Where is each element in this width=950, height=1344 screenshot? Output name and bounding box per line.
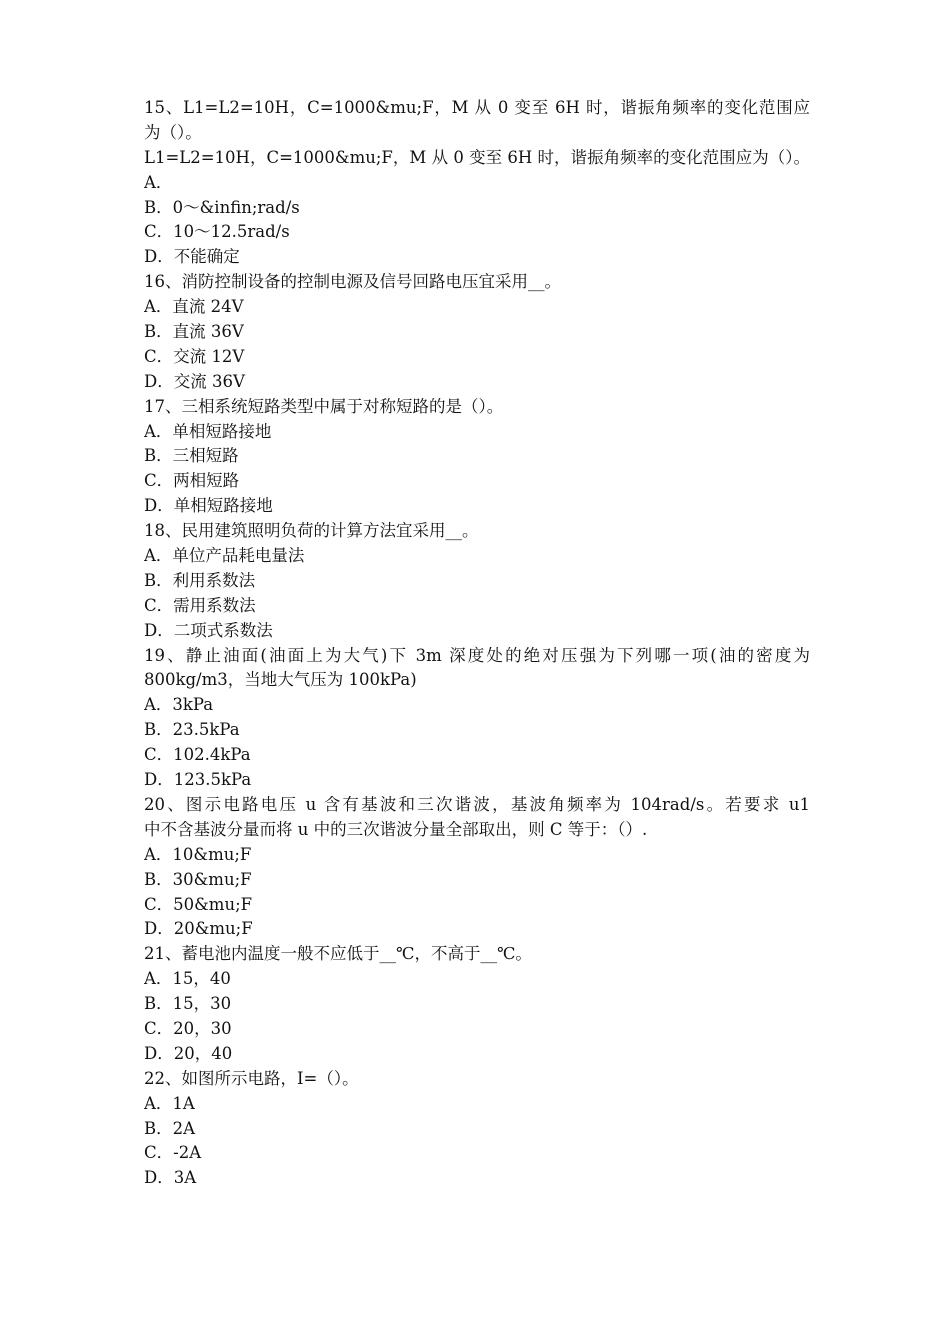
option-a: A．单相短路接地 [144,421,272,441]
document-page [144,96,810,1191]
question-text: 16、消防控制设备的控制电源及信号回路电压宜采用__。 [144,272,561,292]
question-21 [144,942,810,1066]
option-c: C．-2A [144,1143,202,1163]
option-c: C．10～12.5rad/s [144,222,290,242]
question-text: 21、蓄电池内温度一般不应低于__℃，不高于__℃。 [144,944,532,964]
question-text: 为（）。 [144,122,202,142]
option-a: A．直流 24V [144,297,244,317]
question-text: 15、L1=L2=10H，C=1000&mu;F，M 从 0 变至 6H 时，谐振角频率的变化范围应 [144,98,810,117]
option-d: D．3A [144,1168,197,1188]
question-17 [144,395,810,519]
question-text: 22、如图所示电路，I=（）。 [144,1068,359,1088]
question-text: 19、静止油面(油面上为大气)下 3m 深度处的绝对压强为下列哪一项(油的密度为 [144,645,810,665]
option-c: C．102.4kPa [144,745,251,765]
option-b: B．三相短路 [144,446,239,466]
question-text: 20、图示电路电压 u 含有基波和三次谐波，基波角频率为 104rad/s。若要求 u1 [144,794,810,814]
option-d: D．交流 36V [144,371,245,391]
option-d: D．20&mu;F [144,919,253,939]
option-d: D．123.5kPa [144,770,252,790]
option-c: C．两相短路 [144,471,240,491]
option-a: A．单位产品耗电量法 [144,546,305,566]
option-b: B．直流 36V [144,322,244,342]
question-22 [144,1067,810,1191]
option-d: D．不能确定 [144,247,240,267]
question-text: 中不含基波分量而将 u 中的三次谐波分量全部取出，则 C 等于：（）. [144,819,648,839]
option-b: B．30&mu;F [144,869,252,889]
option-c: C．交流 12V [144,346,245,366]
option-d: D．单相短路接地 [144,496,273,516]
option-c: C．需用系数法 [144,595,256,615]
question-text: 18、民用建筑照明负荷的计算方法宜采用__。 [144,521,479,541]
question-20 [144,793,810,942]
option-d: D．二项式系数法 [144,620,273,640]
option-a: A．3kPa [144,695,214,715]
question-15 [144,96,810,270]
option-a: A．15，40 [144,969,231,989]
option-d: D．20，40 [144,1043,233,1063]
option-a: A． [144,172,173,192]
question-18 [144,519,810,643]
question-text: 800kg/m3，当地大气压为 100kPa) [144,670,417,690]
question-16 [144,270,810,394]
question-19 [144,644,810,793]
option-a: A．1A [144,1093,195,1113]
option-b: B．15，30 [144,994,232,1014]
option-c: C．20，30 [144,1018,232,1038]
option-b: B．2A [144,1118,196,1138]
question-text: 17、三相系统短路类型中属于对称短路的是（）。 [144,396,504,416]
option-a: A．10&mu;F [144,844,252,864]
option-b: B．23.5kPa [144,720,240,740]
option-c: C．50&mu;F [144,894,253,914]
option-b: B．利用系数法 [144,570,256,590]
question-text: L1=L2=10H，C=1000&mu;F，M 从 0 变至 6H 时，谐振角频率的变化范围应为（）。 [144,147,810,167]
option-b: B．0～&infin;rad/s [144,197,300,217]
